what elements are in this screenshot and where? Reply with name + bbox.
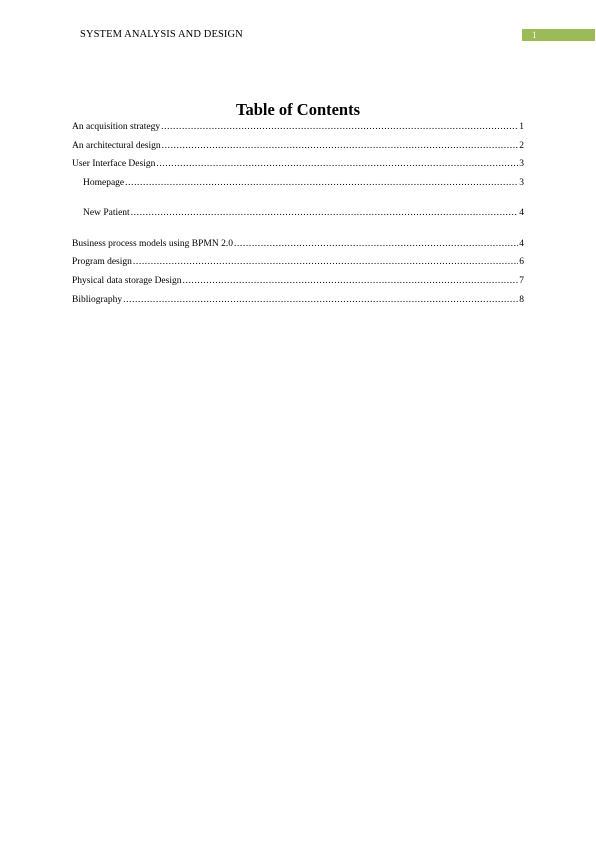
toc-entry-physical-data-storage[interactable] — [72, 275, 524, 287]
toc-entry-architectural-design[interactable] — [72, 140, 524, 152]
toc-entry-page: 1 — [519, 122, 524, 132]
toc-entry-page: 4 — [519, 208, 524, 218]
toc-heading: Table of Contents — [235, 100, 361, 119]
toc-dot-leader — [125, 177, 518, 189]
toc-dot-leader — [131, 207, 519, 219]
toc-entry-label: Program design — [72, 257, 132, 267]
toc-entry-new-patient[interactable] — [83, 207, 524, 219]
toc-entry-page: 7 — [519, 276, 524, 286]
toc-dot-leader — [162, 140, 519, 152]
toc-entry-label: New Patient — [83, 208, 130, 218]
toc-entry-label: Homepage — [83, 178, 125, 188]
toc-entry-user-interface-design[interactable] — [72, 158, 524, 170]
toc-dot-leader — [123, 294, 518, 306]
running-header-title: SYSTEM ANALYSIS AND DESIGN — [80, 29, 243, 40]
toc-entry-label: An acquisition strategy — [72, 122, 161, 132]
toc-entry-page: 3 — [519, 178, 524, 188]
toc-entry-label: Physical data storage Design — [72, 276, 182, 286]
toc-entry-page: 3 — [519, 159, 524, 169]
toc-dot-leader — [156, 158, 518, 170]
toc-entry-label: User Interface Design — [72, 159, 156, 169]
toc-entry-page: 6 — [519, 257, 524, 267]
toc-entry-acquisition-strategy[interactable] — [72, 121, 524, 133]
page-number-badge: 1 — [522, 29, 595, 41]
toc-entry-label: Business process models using BPMN 2.0 — [72, 239, 233, 249]
toc-dot-leader — [183, 275, 519, 287]
toc-entry-label: Bibliography — [72, 295, 123, 305]
toc-entry-program-design[interactable] — [72, 256, 524, 268]
toc-dot-leader — [133, 256, 518, 268]
toc-dot-leader — [161, 121, 518, 133]
toc-entry-label: An architectural design — [72, 141, 161, 151]
toc-entry-page: 8 — [519, 295, 524, 305]
toc-entry-page: 4 — [519, 239, 524, 249]
toc-entry-business-process-models[interactable] — [72, 238, 524, 250]
toc-entry-bibliography[interactable] — [72, 294, 524, 306]
toc-entry-homepage[interactable] — [83, 177, 524, 189]
toc-entry-page: 2 — [519, 141, 524, 151]
toc-dot-leader — [234, 238, 518, 250]
